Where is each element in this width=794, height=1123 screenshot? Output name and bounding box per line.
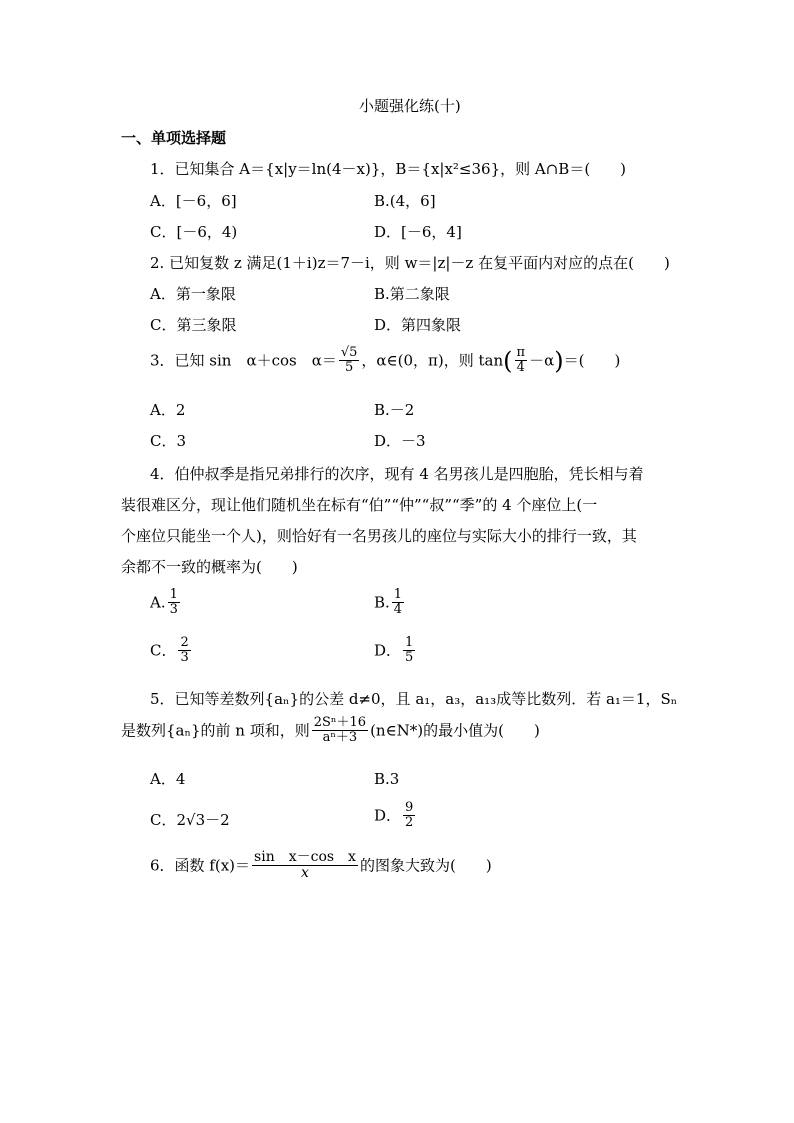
fraction-denominator: x bbox=[301, 865, 309, 882]
option-a: A．4 bbox=[150, 770, 186, 788]
question-line: 余都不一致的概率为( ) bbox=[121, 558, 298, 576]
fraction bbox=[339, 346, 360, 376]
fraction-numerator: √5 bbox=[340, 345, 358, 360]
fraction bbox=[168, 588, 180, 618]
option-label: A. bbox=[150, 593, 166, 612]
option-c: C．第三象限 bbox=[150, 316, 237, 334]
option-d: D．－3 bbox=[374, 432, 426, 450]
fraction-numerator: 1 bbox=[405, 635, 414, 650]
fraction-denominator: 4 bbox=[516, 360, 525, 376]
option-a: A．2 bbox=[150, 401, 186, 419]
page-title: 小题强化练(十) bbox=[359, 97, 461, 115]
option-a bbox=[150, 588, 182, 618]
fraction-denominator: 4 bbox=[393, 602, 403, 618]
option-d: D．第四象限 bbox=[374, 316, 462, 334]
fraction bbox=[403, 801, 415, 831]
fraction bbox=[392, 588, 404, 618]
left-paren: ( bbox=[503, 346, 513, 375]
stem-text: 6．函数 f(x)＝ bbox=[150, 856, 251, 875]
option-c: C．3 bbox=[150, 432, 187, 450]
fraction-denominator: 3 bbox=[180, 650, 189, 666]
question-stem: 2. 已知复数 z 满足(1＋i)z＝7－i，则 w＝|z|－z 在复平面内对应的点在( ) bbox=[150, 254, 670, 272]
option-c bbox=[150, 636, 193, 666]
stem-text: 是数列{aₙ}的前 n 项和，则 bbox=[121, 721, 310, 740]
option-label: C． bbox=[150, 641, 177, 660]
fraction-numerator: 2 bbox=[180, 635, 189, 650]
fraction-numerator: π bbox=[516, 345, 526, 360]
question-stem bbox=[150, 850, 492, 882]
fraction bbox=[312, 716, 368, 746]
option-a: A．[－6，6] bbox=[150, 192, 237, 210]
stem-text: ，α∈(0，π)，则 tan bbox=[361, 351, 504, 370]
option-c: C．[－6，4) bbox=[150, 223, 238, 241]
option-a: A．第一象限 bbox=[150, 285, 236, 303]
fraction-numerator: 1 bbox=[169, 587, 178, 602]
fraction-denominator: 5 bbox=[405, 650, 414, 666]
option-b bbox=[374, 588, 406, 618]
option-c: C．2√3－2 bbox=[150, 811, 230, 829]
stem-text: 的图象大致为( ) bbox=[359, 856, 492, 875]
fraction bbox=[252, 850, 358, 882]
question-line bbox=[121, 716, 540, 746]
right-paren: ) bbox=[554, 346, 564, 375]
stem-text: －α bbox=[529, 351, 555, 370]
option-label: D． bbox=[374, 806, 402, 825]
fraction-numerator: 1 bbox=[393, 587, 403, 602]
stem-text: (n∈N*)的最小值为( ) bbox=[370, 721, 540, 740]
question-line: 装很难区分，现让他们随机坐在标有“伯”“仲”“叔”“季”的 4 个座位上(一 bbox=[121, 496, 598, 514]
option-d bbox=[374, 636, 417, 666]
fraction bbox=[403, 636, 415, 666]
fraction-denominator: aⁿ＋3 bbox=[322, 730, 358, 746]
question-line: 4．伯仲叔季是指兄弟排行的次序，现有 4 名男孩儿是四胞胎，凭长相与着 bbox=[150, 465, 644, 483]
question-line: 个座位只能坐一个人)，则恰好有一名男孩儿的座位与实际大小的排行一致，其 bbox=[121, 527, 637, 545]
fraction-denominator: 3 bbox=[169, 602, 178, 618]
option-label: D． bbox=[374, 641, 402, 660]
option-d: D．[－6，4] bbox=[374, 223, 462, 241]
option-d bbox=[374, 801, 417, 831]
fraction bbox=[178, 636, 190, 666]
fraction-numerator: 2Sⁿ＋16 bbox=[313, 715, 367, 730]
stem-text: ＝( ) bbox=[563, 351, 621, 370]
section-heading: 一、单项选择题 bbox=[121, 129, 227, 147]
question-stem: 1．已知集合 A＝{x|y＝ln(4－x)}，B＝{x|x²≤36}，则 A∩B＝( ) bbox=[150, 160, 627, 178]
option-label: B. bbox=[374, 593, 390, 612]
option-b: B.－2 bbox=[374, 401, 415, 419]
option-b: B.第二象限 bbox=[374, 285, 450, 303]
fraction-denominator: 2 bbox=[405, 815, 414, 831]
fraction-denominator: 5 bbox=[345, 360, 354, 376]
question-stem bbox=[150, 346, 620, 376]
fraction-numerator: sin x－cos x bbox=[254, 849, 356, 865]
question-line: 5．已知等差数列{aₙ}的公差 d≠0，且 a₁，a₃，a₁₃成等比数列．若 a₁＝1，Sₙ bbox=[150, 690, 678, 708]
fraction-numerator: 9 bbox=[405, 800, 414, 815]
option-b: B.(4，6] bbox=[374, 192, 436, 210]
stem-text: 3．已知 sin α＋cos α＝ bbox=[150, 351, 337, 370]
option-b: B.3 bbox=[374, 770, 400, 788]
fraction bbox=[515, 346, 528, 376]
